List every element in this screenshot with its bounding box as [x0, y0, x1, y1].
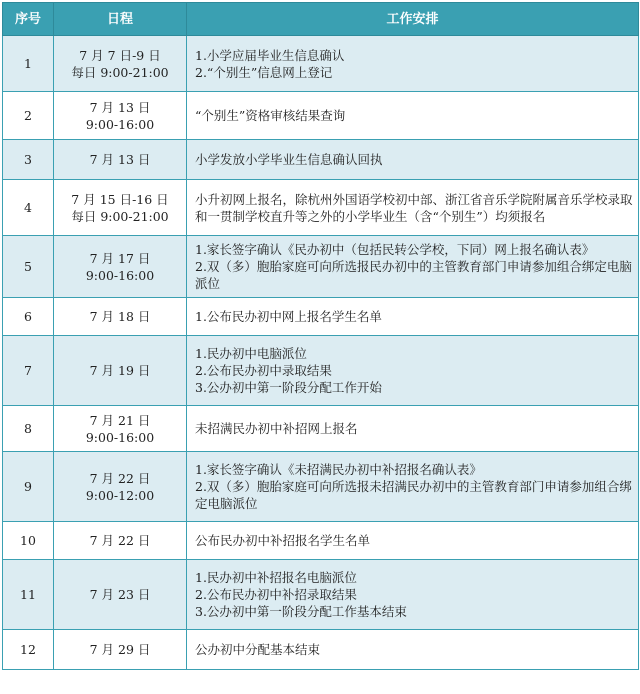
date-line: 9:00-12:00 — [85, 487, 155, 503]
date-line: 每日 9:00-21:00 — [71, 64, 169, 80]
row-task — [187, 92, 639, 140]
date-line: 7 月 22 日 — [89, 470, 151, 486]
row-date — [54, 298, 187, 336]
table-row — [3, 522, 639, 560]
row-task — [187, 298, 639, 336]
task-line: 3.公办初中第一阶段分配工作开始 — [195, 380, 382, 395]
row-task — [187, 180, 639, 236]
date-line: 7 月 22 日 — [89, 533, 151, 548]
date-line: 7 月 13 日 — [89, 99, 151, 115]
row-date — [54, 180, 187, 236]
row-task — [187, 36, 639, 92]
task-line: 1.家长签字确认《未招满民办初中补招报名确认表》 — [195, 462, 482, 477]
date-line: 7 月 15 日-16 日 — [71, 191, 169, 207]
table-row — [3, 92, 639, 140]
row-date — [54, 406, 187, 452]
row-date — [54, 336, 187, 406]
date-line: 7 月 29 日 — [89, 642, 151, 657]
task-line: “个别生”资格审核结果查询 — [195, 108, 346, 123]
row-date — [54, 452, 187, 522]
table-row — [3, 336, 639, 406]
row-date — [54, 522, 187, 560]
date-line: 7 月 17 日 — [89, 250, 151, 266]
row-index: 6 — [3, 298, 54, 336]
date-line: 7 月 19 日 — [89, 363, 151, 378]
date-line: 7 月 21 日 — [89, 412, 151, 428]
task-line: 2.公布民办初中录取结果 — [195, 363, 332, 378]
task-line: 1.家长签字确认《民办初中（包括民转公学校，下同）网上报名确认表》 — [195, 242, 595, 257]
task-line: 1.公布民办初中网上报名学生名单 — [195, 309, 382, 324]
table-header-row — [3, 3, 639, 36]
task-line: 2.双（多）胞胎家庭可向所选报未招满民办初中的主管教育部门申请参加组合绑定电脑派位 — [195, 479, 632, 511]
date-line: 7 月 18 日 — [89, 309, 151, 324]
task-line: 公布民办初中补招报名学生名单 — [195, 533, 371, 548]
header-task: 工作安排 — [187, 3, 639, 36]
table-row — [3, 406, 639, 452]
row-date — [54, 560, 187, 630]
table-row — [3, 140, 639, 180]
row-task — [187, 560, 639, 630]
row-index: 5 — [3, 236, 54, 298]
row-date — [54, 36, 187, 92]
row-date — [54, 92, 187, 140]
row-index: 10 — [3, 522, 54, 560]
row-index: 9 — [3, 452, 54, 522]
date-line: 9:00-16:00 — [85, 116, 155, 132]
task-line: 2.公布民办初中补招录取结果 — [195, 587, 357, 602]
task-line: 1.小学应届毕业生信息确认 — [195, 47, 345, 63]
row-task — [187, 452, 639, 522]
table-row — [3, 452, 639, 522]
date-line: 9:00-16:00 — [85, 429, 155, 445]
task-line: 小升初网上报名，除杭州外国语学校初中部、浙江省音乐学院附属音乐学校录取和一贯制学校直升等之外的小学毕业生（含“个别生”）均须报名 — [195, 191, 633, 224]
task-line: 3.公办初中第一阶段分配工作基本结束 — [195, 604, 407, 619]
row-task — [187, 630, 639, 670]
task-line: 未招满民办初中补招网上报名 — [195, 421, 358, 436]
row-index: 7 — [3, 336, 54, 406]
row-date — [54, 140, 187, 180]
task-line: 1.民办初中电脑派位 — [195, 346, 307, 361]
table-row — [3, 630, 639, 670]
task-line: 1.民办初中补招报名电脑派位 — [195, 570, 357, 585]
row-index: 3 — [3, 140, 54, 180]
table-row — [3, 36, 639, 92]
row-index: 1 — [3, 36, 54, 92]
date-line: 7 月 7 日-9 日 — [79, 47, 161, 63]
header-date: 日程 — [54, 3, 187, 36]
date-line: 9:00-16:00 — [85, 267, 155, 283]
table-row — [3, 236, 639, 298]
row-task — [187, 406, 639, 452]
row-index: 12 — [3, 630, 54, 670]
row-index: 4 — [3, 180, 54, 236]
task-line: 2.双（多）胞胎家庭可向所选报民办初中的主管教育部门申请参加组合绑定电脑派位 — [195, 259, 632, 291]
date-line: 7 月 13 日 — [89, 152, 151, 167]
schedule-table — [2, 2, 639, 670]
row-task — [187, 236, 639, 298]
row-date — [54, 236, 187, 298]
table-row — [3, 298, 639, 336]
row-task — [187, 522, 639, 560]
date-line: 7 月 23 日 — [89, 587, 151, 602]
row-date — [54, 630, 187, 670]
table-row — [3, 180, 639, 236]
schedule-container — [2, 2, 638, 692]
table-body — [3, 36, 639, 670]
task-line: 公办初中分配基本结束 — [195, 642, 321, 657]
row-task — [187, 140, 639, 180]
row-index: 8 — [3, 406, 54, 452]
task-line: 小学发放小学毕业生信息确认回执 — [195, 152, 383, 167]
task-line: 2.“个别生”信息网上登记 — [195, 64, 333, 80]
row-task — [187, 336, 639, 406]
header-index: 序号 — [3, 3, 54, 36]
table-row — [3, 560, 639, 630]
row-index: 2 — [3, 92, 54, 140]
row-index: 11 — [3, 560, 54, 630]
date-line: 每日 9:00-21:00 — [71, 208, 169, 224]
